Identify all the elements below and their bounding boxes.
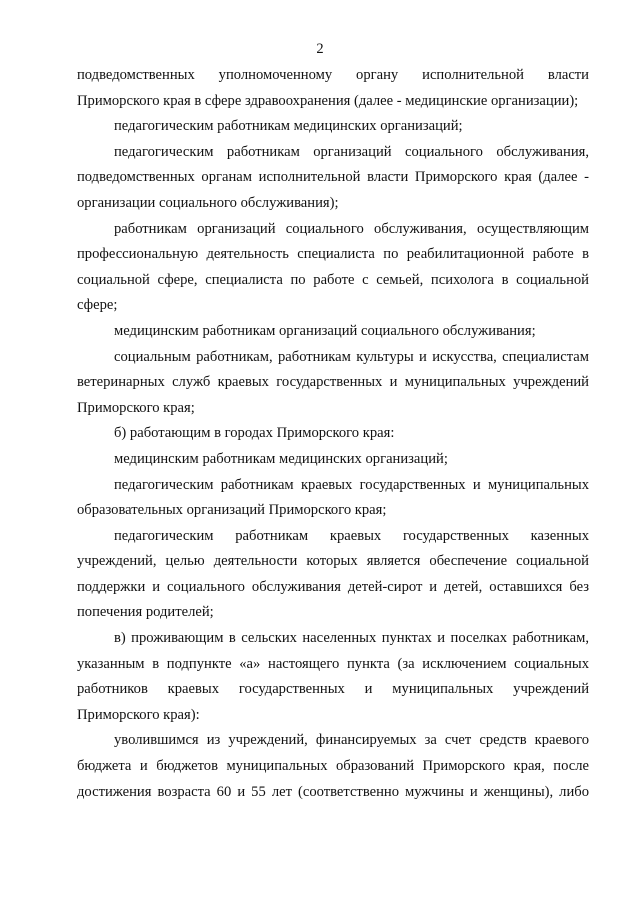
paragraph: медицинским работникам организаций социального обслуживания; <box>114 322 536 339</box>
page-number: 2 <box>316 41 324 57</box>
document-body <box>77 63 589 805</box>
paragraph: б) работающим в городах Приморского края: <box>114 425 395 442</box>
paragraph: педагогическим работникам краевых государственных и муниципальных образовательных организаций Приморского края; <box>77 476 589 519</box>
paragraph: подведомственных уполномоченному органу исполнительной власти Приморского края в сфере здравоохранения (далее - медицинские организации); <box>77 67 589 109</box>
paragraph: педагогическим работникам краевых государственных казенных учреждений, целью деятельности которых является обеспечение социальной поддержки и социального обслуживания детей-сирот и детей, оставшихся без попечения родителей; <box>77 527 589 621</box>
paragraph: педагогическим работникам организаций социального обслуживания, подведомственных органам исполнительной власти Приморского края (далее - организации социального обслуживания); <box>77 143 589 211</box>
paragraph: работникам организаций социального обслуживания, осуществляющим профессиональную деятельность специалиста по реабилитационной работе в социальной сфере, специалиста по работе с семьей, психолога в социальной сфере; <box>77 220 589 314</box>
paragraph: уволившимся из учреждений, финансируемых за счет средств краевого бюджета и бюджетов муниципальных образований Приморского края, после достижения возраста 60 и 55 лет (соответственно мужчины и женщины), либо <box>77 732 589 800</box>
paragraph: социальным работникам, работникам культуры и искусства, специалистам ветеринарных служб краевых государственных и муниципальных учреждений Приморского края; <box>77 348 589 416</box>
paragraph: педагогическим работникам медицинских организаций; <box>114 118 463 135</box>
paragraph: в) проживающим в сельских населенных пунктах и поселках работникам, указанным в подпункте «а» настоящего пункта (за исключением социальных работников краевых государственных и муниципальных учреждений Приморского края): <box>77 630 589 723</box>
paragraph: медицинским работникам медицинских организаций; <box>114 450 448 467</box>
